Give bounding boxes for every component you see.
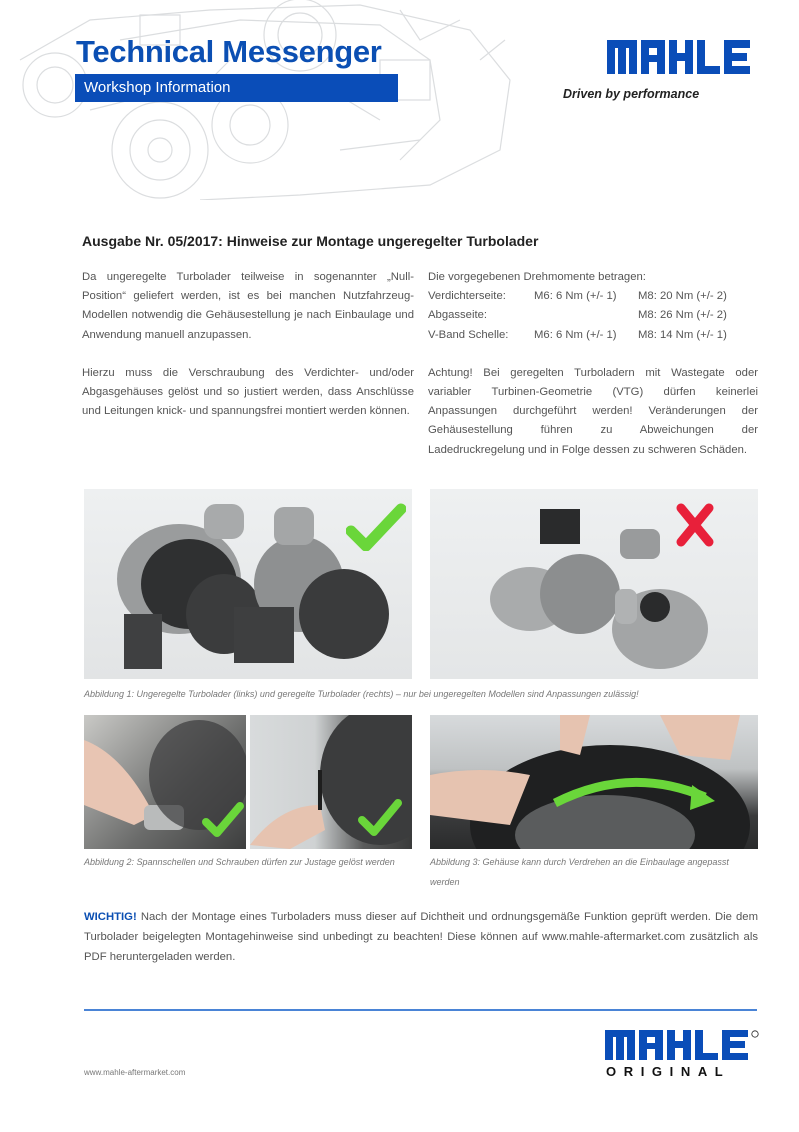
torque-m8: M8: 20 Nm (+/- 2) [638, 290, 727, 303]
photo-housing-rotation [430, 715, 758, 849]
mahle-original-logo [605, 1030, 760, 1078]
photo-screw-loosening [250, 715, 412, 849]
warning-paragraph: Achtung! Bei geregelten Turboladern mit Wastegate oder variabler Turbinen-Geometrie (VTG) dürfen keinerlei Anpassungen durchgeführt werden! Veränderungen der Gehäusestellung führen zu Abweichungen der Ladedruckregelung und in Folge dessen zu schweren Schäden. [428, 366, 758, 456]
figure-3-caption: Abbildung 3: Gehäuse kann durch Verdrehen an die Einbaulage angepasst werden [430, 857, 729, 887]
figure-1-caption: Abbildung 1: Ungeregelte Turbolader (links) und geregelte Turbolader (rechts) – nur bei ungeregelten Modellen sind Anpassungen zulässig! [84, 689, 639, 699]
procedure-paragraph: Hierzu muss die Verschraubung des Verdichter- und/oder Abgasgehäuses gelöst und so justiert werden, dass Anschlüsse und Leitungen knick- und spannungsfrei montiert werden können. [82, 366, 414, 418]
torque-m6: M6: 6 Nm (+/- 1) [534, 290, 617, 303]
important-label: WICHTIG! [84, 911, 137, 923]
torque-m8: M8: 26 Nm (+/- 2) [638, 309, 727, 322]
right-column [428, 268, 758, 479]
important-notice [84, 907, 758, 967]
important-text: Nach der Montage eines Turboladers muss dieser auf Dichtheit und ordnungsgemäße Funktion geprüft werden. Die dem Turbolader beigelegten Montagehinweise sind unbedingt zu beachten! Diese können auf www.mahle-aftermarket.com zusätzlich als PDF heruntergeladen werden. [84, 911, 758, 963]
footer-url-link[interactable]: www.mahle-aftermarket.com [84, 1068, 186, 1077]
torque-row [428, 287, 758, 306]
torque-m8: M8: 14 Nm (+/- 1) [638, 328, 727, 341]
torque-label: Verdichterseite: [428, 290, 506, 303]
photo-clamp-loosening [84, 715, 246, 849]
figure-2-caption: Abbildung 2: Spannschellen und Schrauben dürfen zur Justage gelöst werden [84, 857, 395, 867]
photo-unregulated-turbochargers [84, 489, 412, 679]
photo-regulated-turbochargers [430, 489, 758, 679]
svg-text:ORIGINAL: ORIGINAL [606, 1064, 731, 1078]
torque-label: V-Band Schelle: [428, 328, 509, 341]
torque-m6 [534, 306, 638, 325]
mahle-logo [607, 40, 752, 74]
brand-tagline: Driven by performance [563, 87, 700, 101]
section-banner [75, 74, 398, 102]
torque-row [428, 326, 758, 345]
left-column [82, 268, 414, 440]
article-heading: Ausgabe Nr. 05/2017: Hinweise zur Montage ungeregelter Turbolader [82, 233, 539, 249]
torque-label: Abgasseite: [428, 309, 488, 322]
check-icon [346, 501, 406, 551]
torque-row [428, 306, 758, 325]
check-icon [202, 800, 244, 838]
cross-icon [675, 503, 715, 547]
torque-m6: M6: 6 Nm (+/- 1) [534, 328, 617, 341]
section-banner-label: Workshop Information [84, 79, 231, 96]
intro-paragraph: Da ungeregelte Turbolader teilweise in sogenannter „Null-Position“ geliefert werden, ist es bei manchen Nutzfahrzeug-Modellen notwendig die Gehäusestellung je nach Einbaulage und Anwendung manuell anzupassen. [82, 271, 414, 341]
publication-title: Technical Messenger [76, 34, 382, 69]
footer-divider [84, 1009, 757, 1011]
torque-intro: Die vorgegebenen Drehmomente betragen: [428, 271, 646, 283]
check-icon [358, 797, 402, 837]
